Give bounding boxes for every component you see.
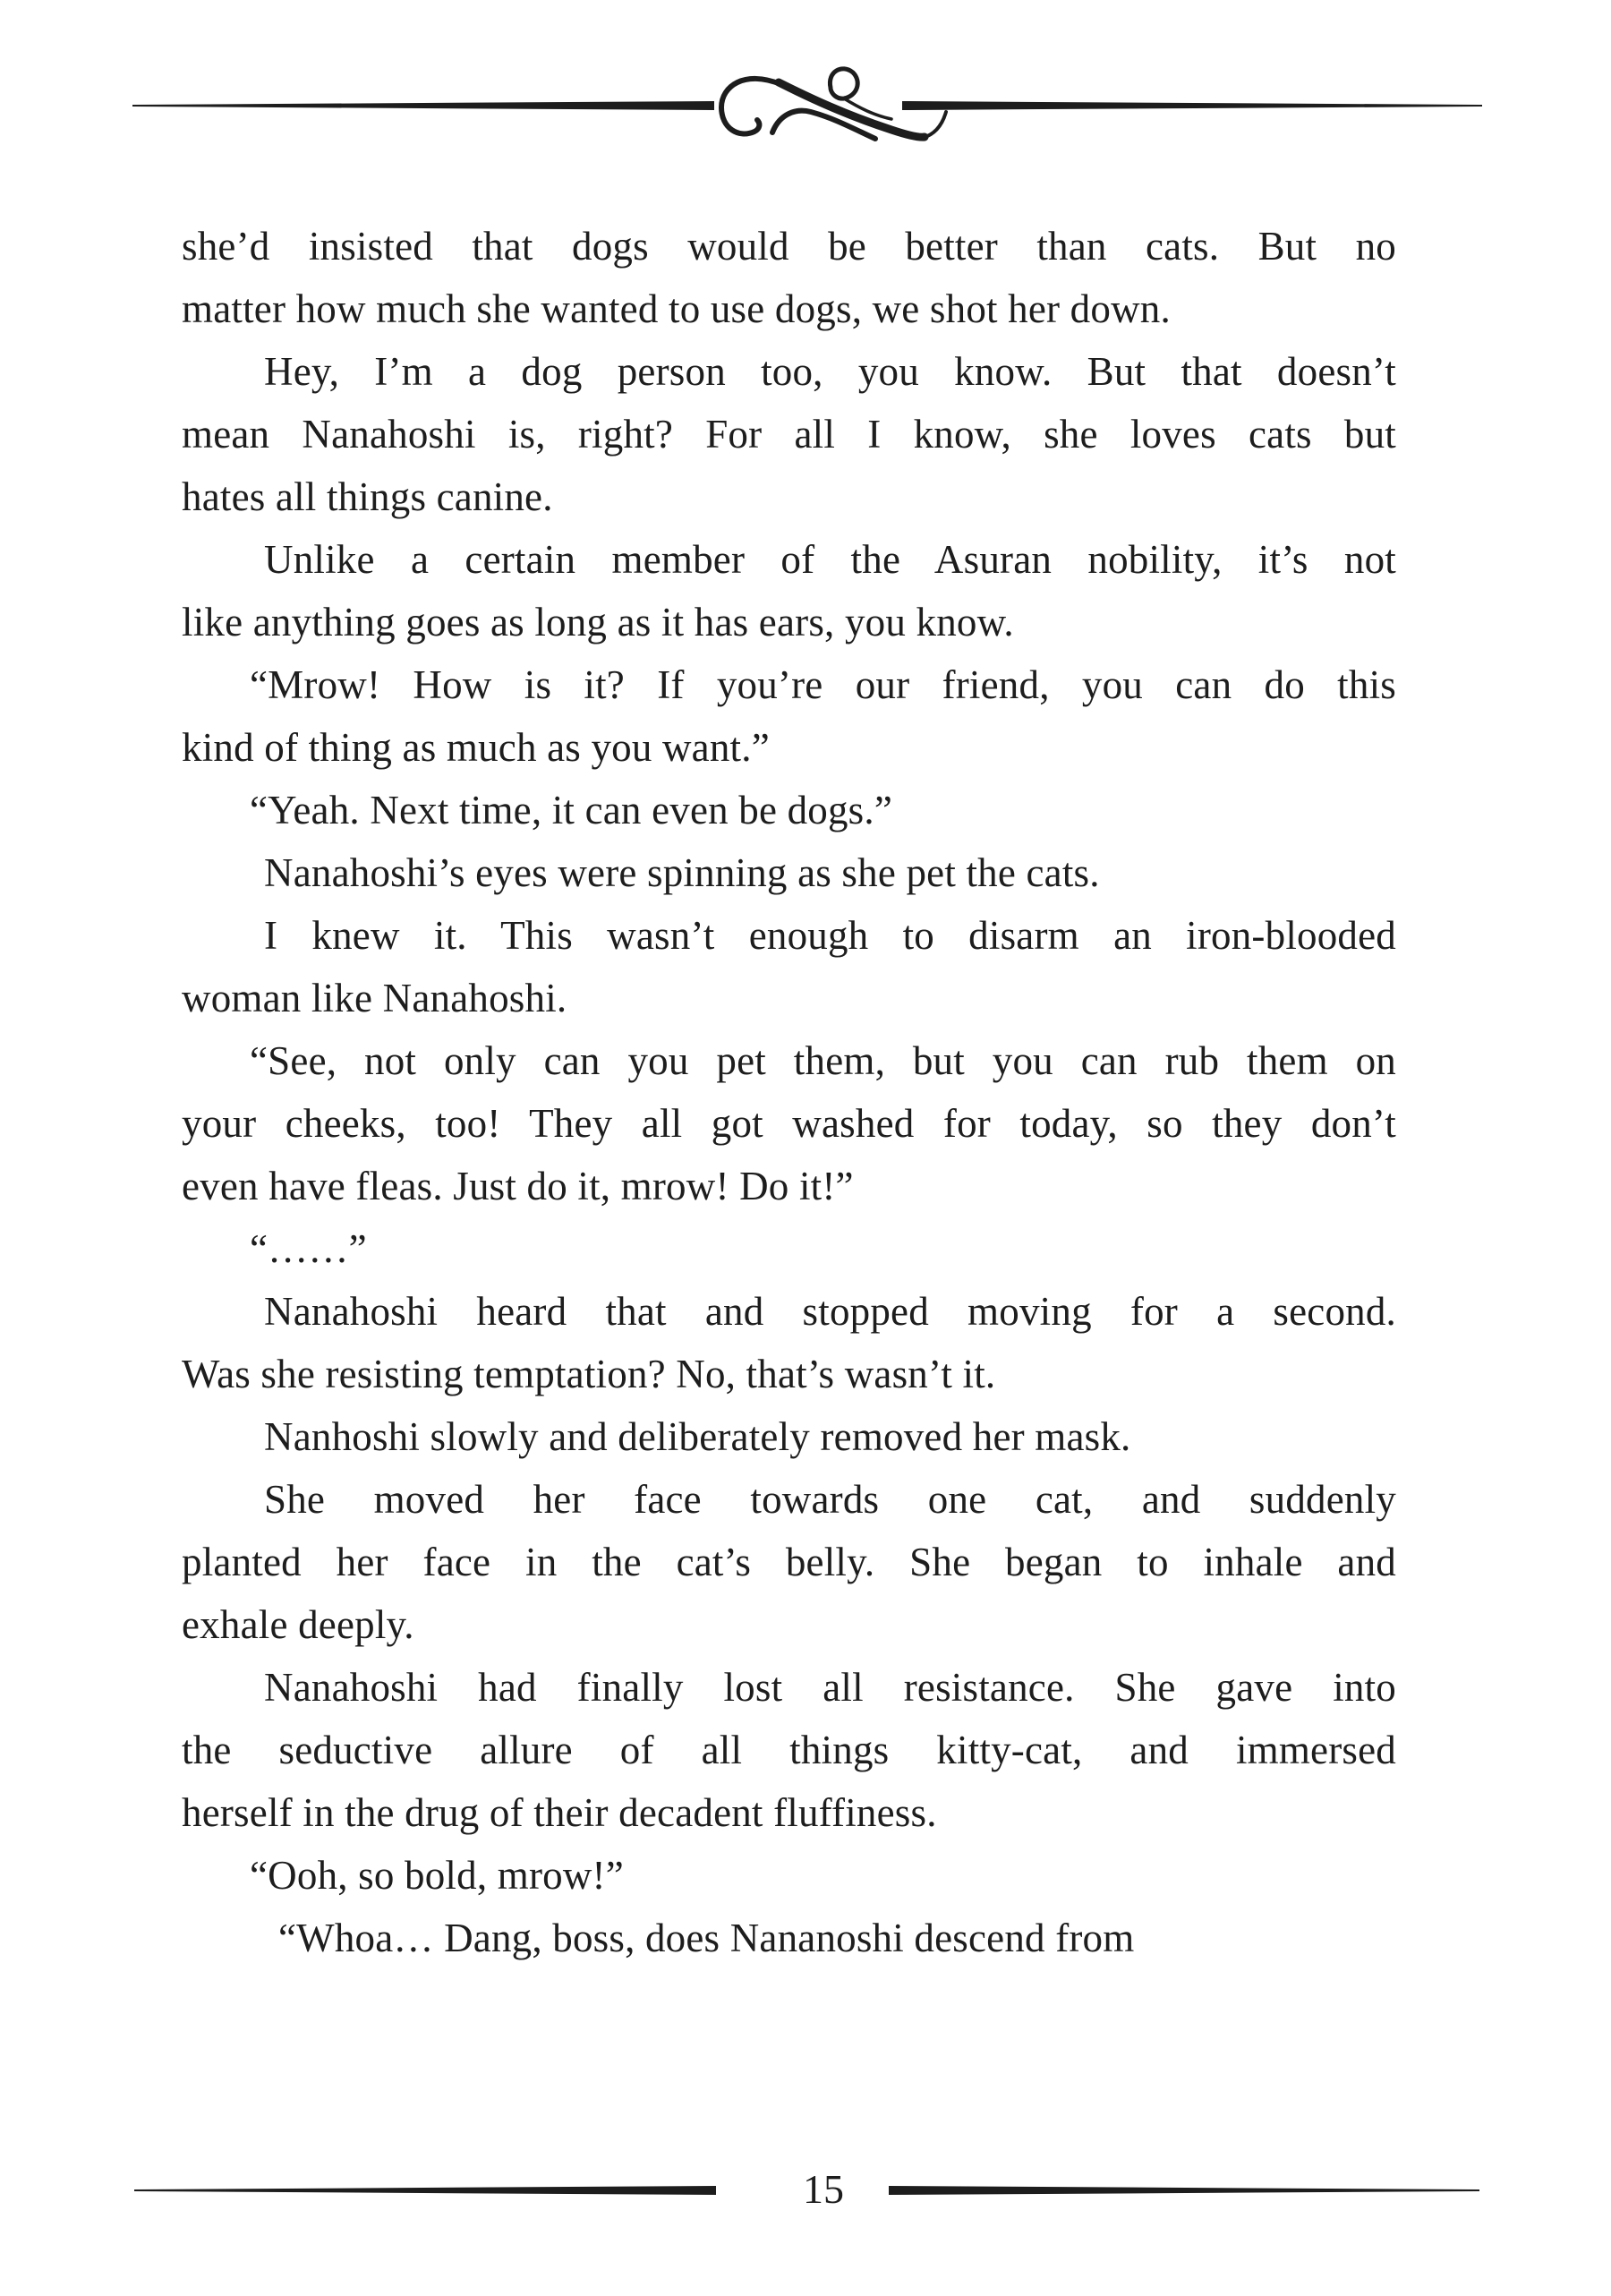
- paragraph: [182, 1405, 1396, 1468]
- text-line: your cheeks, too! They all got washed for today, so they don’t: [182, 1101, 1396, 1146]
- text-line: Nanahoshi’s eyes were spinning as she pet the cats.: [264, 850, 1100, 895]
- text-line: exhale deeply.: [182, 1602, 414, 1647]
- page-number: 15: [803, 2166, 844, 2212]
- header-rule-left-icon: [132, 100, 714, 111]
- text-line: like anything goes as long as it has ears, you know.: [182, 600, 1014, 644]
- paragraph: [182, 528, 1396, 653]
- text-line: hates all things canine.: [182, 474, 553, 519]
- text-line: “Whoa… Dang, boss, does Nananoshi descend from: [278, 1916, 1135, 1960]
- paragraph: [182, 1844, 1396, 1907]
- paragraph: [182, 779, 1396, 841]
- text-line: Hey, I’m a dog person too, you know. But that doesn’t: [264, 349, 1396, 394]
- text-line: woman like Nanahoshi.: [182, 976, 567, 1020]
- text-line: “See, not only can you pet them, but you can rub them on: [250, 1038, 1396, 1083]
- text-line: “……”: [250, 1226, 367, 1271]
- text-line: the seductive allure of all things kitty-cat, and immersed: [182, 1728, 1396, 1772]
- paragraph: [182, 904, 1396, 1029]
- paragraph: [182, 1656, 1396, 1844]
- text-line: Nanhoshi slowly and deliberately removed her mask.: [264, 1414, 1131, 1459]
- text-line: even have fleas. Just do it, mrow! Do it!”: [182, 1164, 854, 1208]
- text-line: Unlike a certain member of the Asuran nobility, it’s not: [264, 537, 1396, 582]
- text-line: “Mrow! How is it? If you’re our friend, you can do this: [250, 662, 1396, 707]
- text-line: planted her face in the cat’s belly. She began to inhale and: [182, 1540, 1396, 1584]
- text-line: Nanahoshi heard that and stopped moving for a second.: [264, 1289, 1396, 1334]
- text-line: matter how much she wanted to use dogs, we shot her down.: [182, 286, 1171, 331]
- paragraph: [182, 1468, 1396, 1656]
- text-line: “Ooh, so bold, mrow!”: [250, 1853, 624, 1898]
- text-line: I knew it. This wasn’t enough to disarm an iron-blooded: [264, 913, 1396, 958]
- paragraph: [182, 1029, 1396, 1217]
- paragraph: [182, 215, 1396, 340]
- paragraph: [182, 1907, 1396, 1969]
- page-text: [182, 215, 1396, 1969]
- text-line: mean Nanahoshi is, right? For all I know, she loves cats but: [182, 412, 1396, 457]
- text-line: She moved her face towards one cat, and suddenly: [264, 1477, 1396, 1522]
- footer-rule-left-icon: [134, 2185, 716, 2196]
- text-line: herself in the drug of their decadent fluffiness.: [182, 1790, 937, 1835]
- paragraph: [182, 1280, 1396, 1405]
- paragraph: [182, 340, 1396, 528]
- paragraph: [182, 841, 1396, 904]
- text-line: “Yeah. Next time, it can even be dogs.”: [250, 788, 893, 832]
- text-line: Nanahoshi had finally lost all resistance. She gave into: [264, 1665, 1396, 1710]
- paragraph: [182, 653, 1396, 779]
- header-rule-right-icon: [902, 100, 1482, 111]
- text-line: Was she resisting temptation? No, that’s wasn’t it.: [182, 1352, 996, 1396]
- text-line: kind of thing as much as you want.”: [182, 725, 770, 770]
- paragraph: [182, 1217, 1396, 1280]
- text-line: she’d insisted that dogs would be better than cats. But no: [182, 224, 1396, 269]
- footer-rule-right-icon: [889, 2185, 1479, 2196]
